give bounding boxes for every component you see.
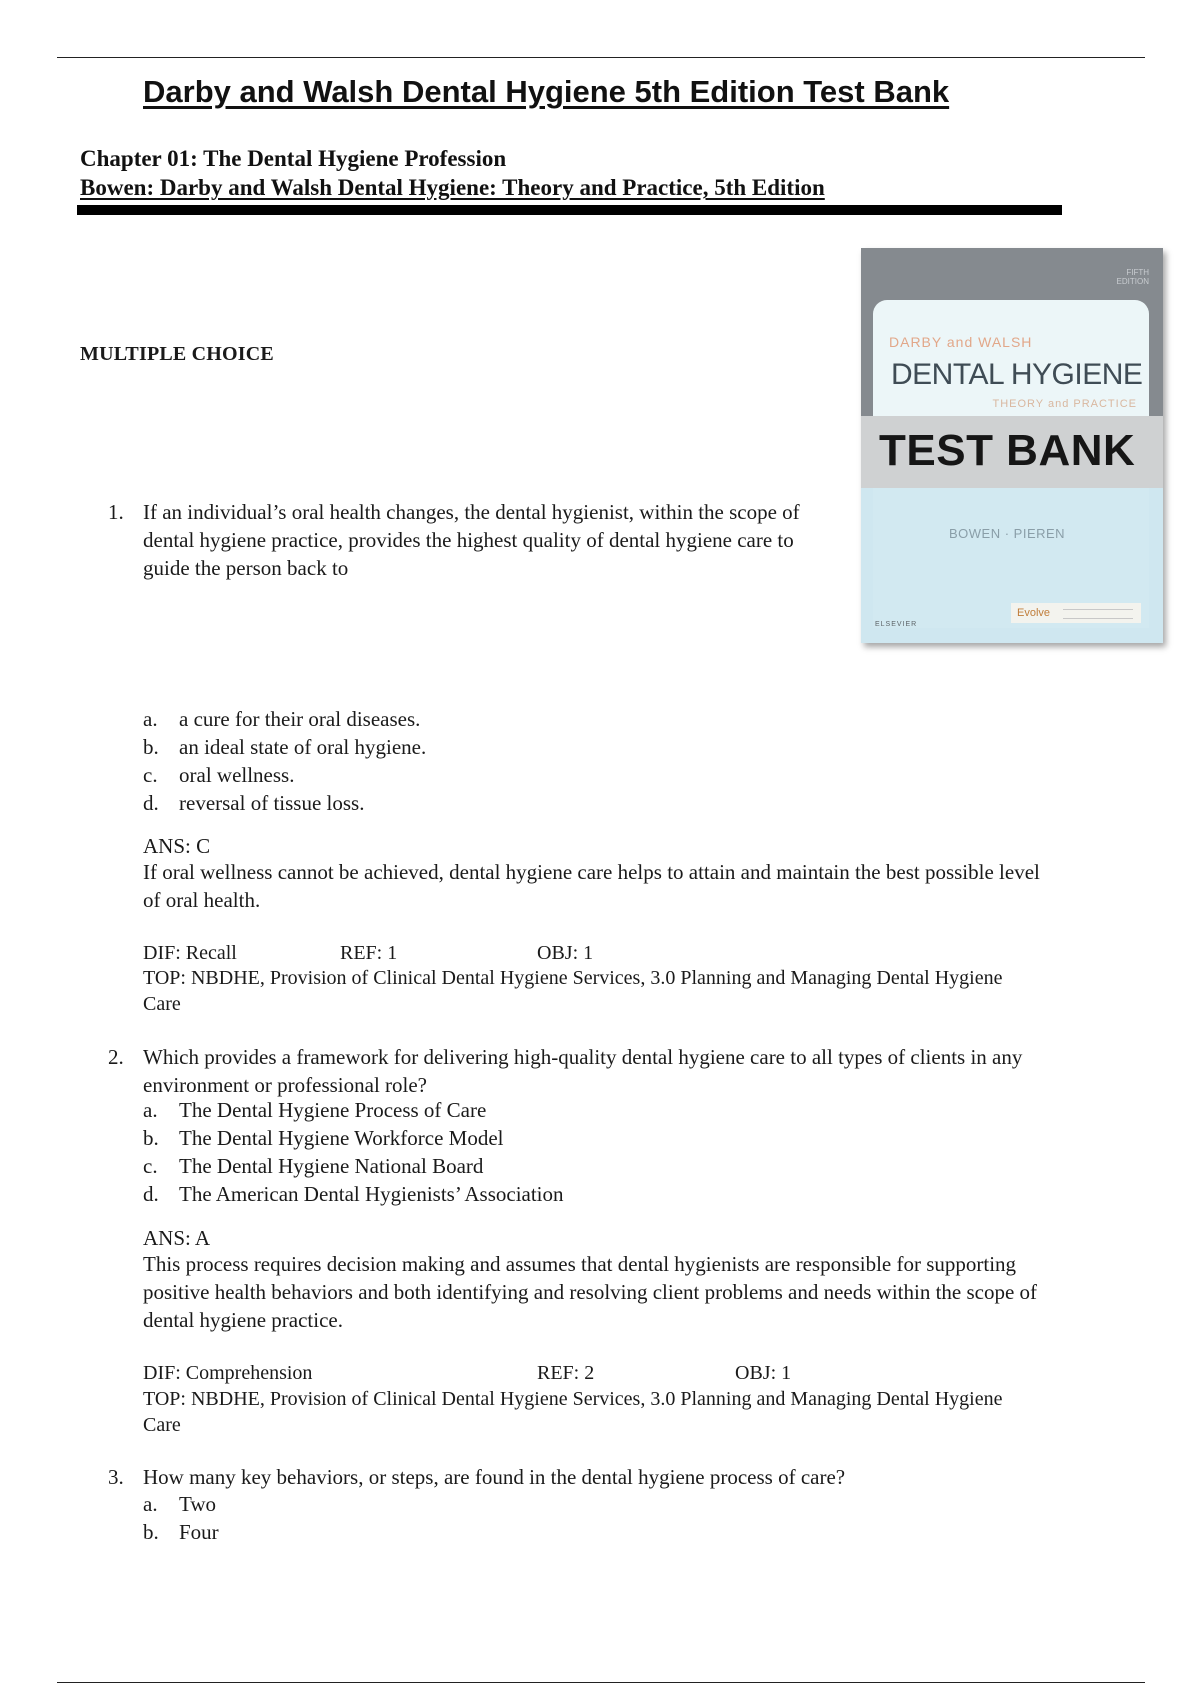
- option-text: The American Dental Hygienists’ Association: [179, 1182, 564, 1206]
- answer-option: [143, 1098, 486, 1123]
- question-text: If an individual’s oral health changes, the dental hygienist, within the scope of dental hygiene practice, provides the highest quality of dental hygiene care to guide the person back to: [143, 500, 800, 580]
- book-title: Bowen: Darby and Walsh Dental Hygiene: Theory and Practice, 5th Edition: [80, 175, 825, 200]
- answer-option: [143, 763, 294, 788]
- question-number: 3.: [108, 1465, 124, 1489]
- section-heading: MULTIPLE CHOICE: [80, 343, 274, 365]
- book-cover-image: [861, 248, 1163, 643]
- option-letter: b.: [143, 1126, 159, 1150]
- option-text: Two: [179, 1492, 217, 1516]
- answer-key: ANS: A: [143, 1226, 211, 1250]
- option-letter: b.: [143, 1520, 159, 1544]
- cover-main-title: DENTAL HYGIENE: [891, 358, 1143, 391]
- answer-option: [143, 1520, 219, 1545]
- topic-label: TOP: NBDHE, Provision of Clinical Dental Hygiene Services, 3.0 Planning and Managing Dental Hygiene Care: [143, 967, 1003, 1015]
- answer-rationale: This process requires decision making and assumes that dental hygienists are responsible for supporting positive health behaviors and both identifying and resolving client problems and needs within the scope of dental hygiene practice.: [143, 1252, 1038, 1332]
- reference-label: REF: 2: [537, 1362, 595, 1384]
- cover-subtitle: THEORY and PRACTICE: [992, 398, 1137, 410]
- option-letter: d.: [143, 791, 159, 815]
- difficulty-label: DIF: Comprehension: [143, 1362, 313, 1384]
- answer-option: [143, 707, 420, 732]
- top-rule: [57, 57, 1145, 58]
- cover-author-names: BOWEN · PIEREN: [949, 526, 1066, 541]
- answer-key: ANS: C: [143, 834, 211, 858]
- question-text: Which provides a framework for delivering high-quality dental hygiene care to all types of clients in any environment or professional role?: [143, 1045, 1023, 1097]
- heavy-divider: [77, 205, 1062, 215]
- option-text: a cure for their oral diseases.: [179, 707, 421, 731]
- cover-publisher: ELSEVIER: [875, 621, 918, 628]
- option-text: oral wellness.: [179, 763, 295, 787]
- option-letter: c.: [143, 1154, 158, 1178]
- answer-option: [143, 735, 426, 760]
- reference-label: REF: 1: [340, 942, 398, 964]
- cover-edition: FIFTH EDITION: [1116, 268, 1149, 286]
- option-letter: d.: [143, 1182, 159, 1206]
- cover-authors-top: DARBY and WALSH: [889, 334, 1033, 350]
- option-letter: a.: [143, 707, 158, 731]
- cover-banner-text: TEST BANK: [879, 426, 1136, 475]
- answer-option: [143, 1154, 483, 1179]
- option-letter: a.: [143, 1492, 158, 1516]
- option-text: reversal of tissue loss.: [179, 791, 365, 815]
- document-title: Darby and Walsh Dental Hygiene 5th Edition Test Bank: [143, 74, 950, 109]
- option-text: The Dental Hygiene Workforce Model: [179, 1126, 504, 1150]
- question-number: 1.: [108, 500, 124, 524]
- option-text: The Dental Hygiene Process of Care: [179, 1098, 487, 1122]
- question-number: 2.: [108, 1045, 124, 1069]
- difficulty-label: DIF: Recall: [143, 942, 237, 964]
- option-text: an ideal state of oral hygiene.: [179, 735, 427, 759]
- question-text: How many key behaviors, or steps, are found in the dental hygiene process of care?: [143, 1465, 846, 1489]
- option-letter: a.: [143, 1098, 158, 1122]
- answer-option: [143, 1492, 216, 1517]
- answer-option: [143, 1126, 503, 1151]
- bottom-rule: [57, 1682, 1145, 1683]
- answer-rationale: If oral wellness cannot be achieved, dental hygiene care helps to attain and maintain the best possible level of oral health.: [143, 860, 1040, 912]
- option-letter: c.: [143, 763, 158, 787]
- option-text: Four: [179, 1520, 219, 1544]
- answer-option: [143, 791, 364, 816]
- cover-evolve-label: Evolve: [1017, 607, 1051, 619]
- cover-evolve-badge: [1011, 603, 1141, 623]
- objective-label: OBJ: 1: [537, 942, 594, 964]
- chapter-title: Chapter 01: The Dental Hygiene Profession: [80, 146, 507, 171]
- answer-option: [143, 1182, 564, 1207]
- option-text: The Dental Hygiene National Board: [179, 1154, 484, 1178]
- option-letter: b.: [143, 735, 159, 759]
- cover-evolve-lines: [1063, 609, 1133, 619]
- topic-label: TOP: NBDHE, Provision of Clinical Dental Hygiene Services, 3.0 Planning and Managing Dental Hygiene Care: [143, 1388, 1003, 1436]
- objective-label: OBJ: 1: [735, 1362, 792, 1384]
